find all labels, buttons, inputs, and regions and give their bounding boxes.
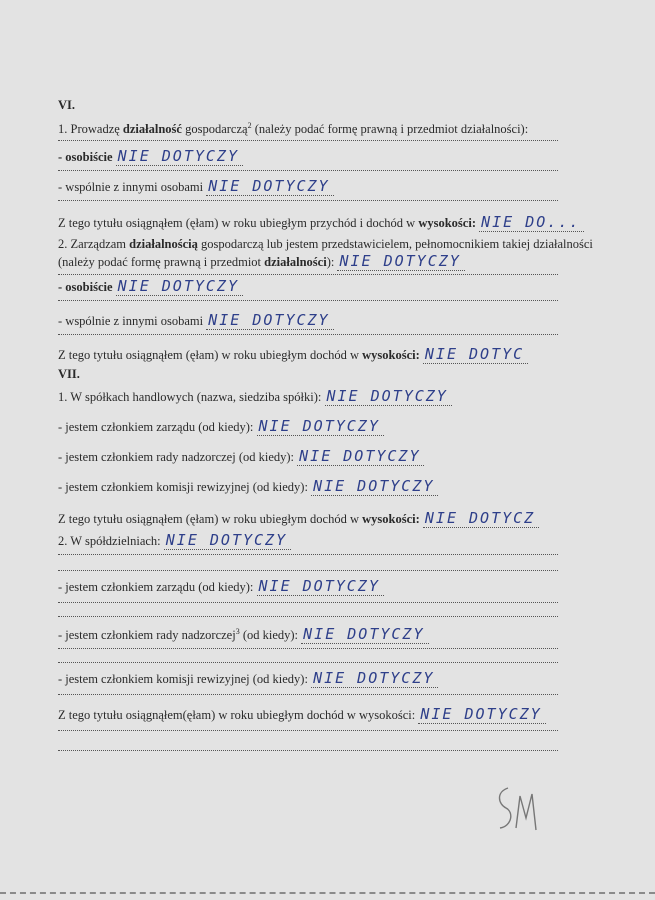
- handwritten-entry: NIE DOTYCZY: [206, 177, 333, 196]
- dotted-line: [58, 198, 558, 201]
- handwritten-entry: NIE DOTYCZY: [116, 277, 243, 296]
- handwritten-entry: NIE DOTYCZY: [311, 477, 438, 496]
- vi-item2-personally: - osobiście NIE DOTYCZY: [58, 278, 243, 295]
- vii-item1-supervisory: - jestem członkiem rady nadzorczej (od kiedy): NIE DOTYCZY: [58, 448, 424, 465]
- handwritten-entry: NIE DOTYCZY: [297, 447, 424, 466]
- vi-item1-income: Z tego tytułu osiągnąłem (ęłam) w roku ubiegłym przychód i dochód w wysokości: NIE DO...: [58, 214, 584, 231]
- section-vii-heading: VII.: [58, 367, 80, 381]
- vii-item2-cooperatives: 2. W spółdzielniach: NIE DOTYCZY: [58, 532, 291, 549]
- vi-item1-text: 1. Prowadzę działalność gospodarczą$^2$ (należy podać formę prawną i przedmiot działalności):: [58, 121, 529, 137]
- vii-item2-board: - jestem członkiem zarządu (od kiedy): NIE DOTYCZY: [58, 578, 384, 595]
- dotted-line: [58, 692, 558, 695]
- vi-item2-jointly: - wspólnie z innymi osobami NIE DOTYCZY: [58, 312, 334, 329]
- dotted-line: [58, 748, 558, 751]
- dotted-line: [58, 138, 558, 141]
- vii-item2-income: Z tego tytułu osiągnąłem(ęłam) w roku ubiegłym dochód w wysokości: NIE DOTYCZY: [58, 706, 546, 723]
- vi-item1-personally: - osobiście NIE DOTYCZY: [58, 148, 243, 165]
- handwritten-entry: NIE DOTYCZ: [423, 509, 539, 528]
- dotted-line: [58, 568, 558, 571]
- vii-item2-audit: - jestem członkiem komisji rewizyjnej (od kiedy): NIE DOTYCZY: [58, 670, 438, 687]
- dotted-line: [58, 646, 558, 649]
- section-vi-heading: VI.: [58, 98, 76, 112]
- handwritten-entry: NIE DOTYCZY: [257, 417, 384, 436]
- dotted-line: [58, 168, 558, 171]
- vi-item2-income: Z tego tytułu osiągnąłem (ęłam) w roku ubiegłym dochód w wysokości: NIE DOTYC: [58, 346, 528, 363]
- handwritten-entry: NIE DOTYCZY: [206, 311, 333, 330]
- vii-item1-companies: 1. W spółkach handlowych (nazwa, siedziba spółki): NIE DOTYCZY: [58, 388, 452, 405]
- vii-item1-audit: - jestem członkiem komisji rewizyjnej (od kiedy): NIE DOTYCZY: [58, 478, 438, 495]
- handwritten-entry: NIE DOTYCZY: [301, 625, 428, 644]
- dotted-line: [58, 600, 558, 603]
- vi-item1-jointly: - wspólnie z innymi osobami NIE DOTYCZY: [58, 178, 334, 195]
- vii-item2-supervisory: - jestem członkiem rady nadzorczej$^3$ (od kiedy): NIE DOTYCZY: [58, 624, 429, 643]
- handwritten-entry: NIE DOTYCZY: [164, 531, 291, 550]
- handwritten-entry: NIE DOTYCZY: [418, 705, 545, 724]
- vi-item2-text-line2: (należy podać formę prawną i przedmiot działalności): NIE DOTYCZY: [58, 253, 465, 270]
- vi-item2-text: 2. Zarządzam działalnością gospodarczą lub jestem przedstawicielem, pełnomocnikiem takiej działalności: [58, 237, 593, 251]
- handwritten-entry: NIE DOTYCZY: [257, 577, 384, 596]
- vii-item1-board: - jestem członkiem zarządu (od kiedy): NIE DOTYCZY: [58, 418, 384, 435]
- dotted-line: [58, 332, 558, 335]
- signature: [490, 778, 550, 838]
- handwritten-entry: NIE DOTYC: [423, 345, 528, 364]
- page-edge: [0, 890, 655, 894]
- handwritten-entry: NIE DOTYCZY: [116, 147, 243, 166]
- handwritten-entry: NIE DOTYCZY: [325, 387, 452, 406]
- handwritten-entry: NIE DOTYCZY: [311, 669, 438, 688]
- dotted-line: [58, 272, 558, 275]
- dotted-line: [58, 728, 558, 731]
- dotted-line: [58, 614, 558, 617]
- vii-item1-income: Z tego tytułu osiągnąłem (ęłam) w roku ubiegłym dochód w wysokości: NIE DOTYCZ: [58, 510, 539, 527]
- dotted-line: [58, 298, 558, 301]
- handwritten-entry: NIE DOTYCZY: [337, 252, 464, 271]
- dotted-line: [58, 660, 558, 663]
- dotted-line: [58, 552, 558, 555]
- handwritten-entry: NIE DO...: [479, 213, 584, 232]
